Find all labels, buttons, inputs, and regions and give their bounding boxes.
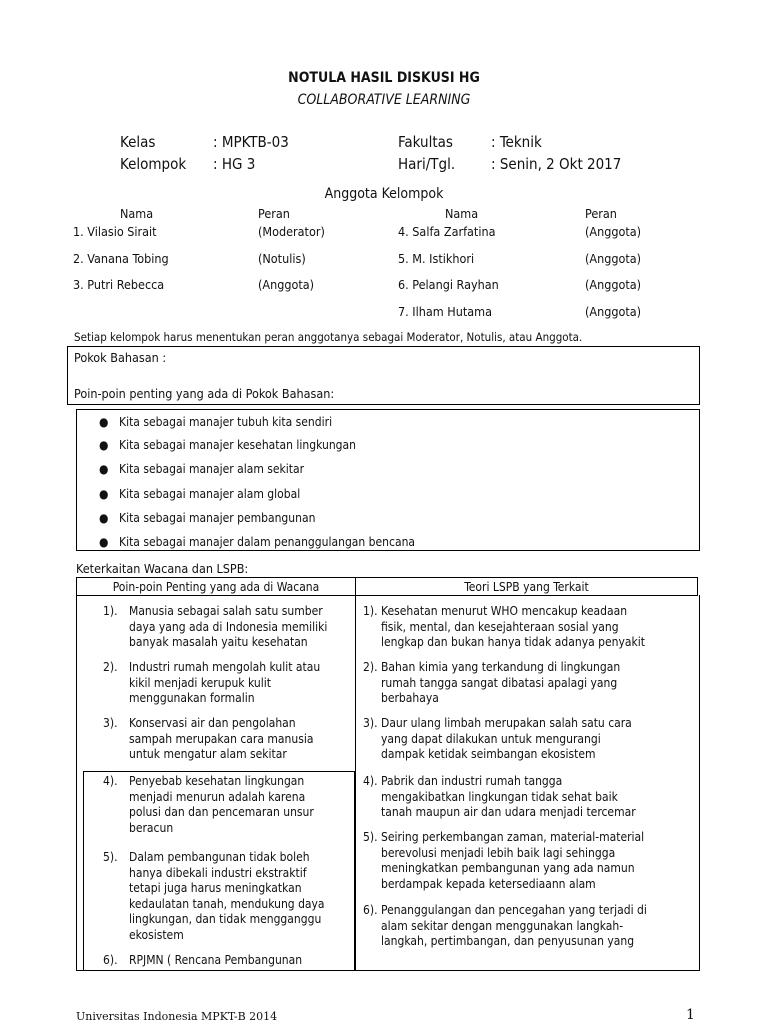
page-number: 1 <box>686 1007 695 1023</box>
member-role: (Anggota) <box>585 277 642 292</box>
member-name: 5. M. Istikhori <box>398 251 475 266</box>
item-line: Seiring perkembangan zaman, material-material <box>381 830 645 844</box>
col-peran-left: Peran <box>258 206 290 221</box>
item-line: tetapi juga harus meningkatkan <box>129 881 302 895</box>
item-number: 4). <box>363 774 378 788</box>
item-line: rumah tangga sangat dibatasi apalagi yang <box>381 675 618 690</box>
item-line: Daur ulang limbah merupakan salah satu cara <box>381 716 632 730</box>
item-line: ekosistem <box>129 927 184 942</box>
left-item <box>103 604 328 651</box>
kelas-value: : MPKTB-03 <box>213 133 289 151</box>
lspb-table <box>76 577 698 596</box>
bullet-icon: ● <box>99 535 109 549</box>
item-line: Pabrik dan industri rumah tangga <box>381 774 563 788</box>
bullet-icon: ● <box>99 415 109 429</box>
item-line: berevolusi menjadi lebih baik lagi sehingga <box>381 845 616 860</box>
right-item <box>363 774 636 821</box>
item-line: Penanggulangan dan pencegahan yang terjadi di <box>381 903 647 917</box>
column-divider <box>355 595 356 970</box>
keterkaitan-label: Keterkaitan Wacana dan LSPB: <box>76 561 249 576</box>
item-number: 1). <box>363 604 378 618</box>
right-item <box>363 903 647 950</box>
left-item <box>103 850 325 943</box>
right-item <box>363 830 645 892</box>
item-number: 6). <box>363 903 378 917</box>
left-item <box>103 953 303 969</box>
role-note: Setiap kelompok harus menentukan peran anggotanya sebagai Moderator, Notulis, atau Anggota. <box>74 330 583 344</box>
item-line: untuk mengatur alam sekitar <box>129 747 287 761</box>
bullet-item: ● Kita sebagai manajer kesehatan lingkungan <box>99 438 356 452</box>
item-line: berdampak kepada ketersediaann alam <box>381 876 596 891</box>
item-number: 2). <box>363 660 378 674</box>
item-line: kikil menjadi kerupuk kulit <box>129 675 271 690</box>
item-line: yang dapat dilakukan untuk mengurangi <box>381 731 601 746</box>
member-role: (Anggota) <box>258 277 315 292</box>
item-number: 2). <box>103 660 118 674</box>
bullet-icon: ● <box>99 438 109 452</box>
item-line: meningkatkan pembangunan yang ada namun <box>381 861 635 875</box>
fakultas-label: Fakultas <box>398 133 453 151</box>
table-header-right: Teori LSPB yang Terkait <box>356 578 698 596</box>
item-line: Manusia sebagai salah satu sumber <box>129 604 323 618</box>
member-role: (Anggota) <box>585 304 642 319</box>
item-number: 3). <box>103 716 118 730</box>
bullet-item: ● Kita sebagai manajer alam sekitar <box>99 462 305 476</box>
member-name: 6. Pelangi Rayhan <box>398 277 499 292</box>
col-nama-left: Nama <box>120 206 154 221</box>
item-line: daya yang ada di Indonesia memiliki <box>129 619 328 634</box>
item-line: hanya dibekali industri ekstraktif <box>129 865 307 880</box>
item-line: polusi dan dan pencemaran unsur <box>129 805 314 819</box>
member-name: 7. Ilham Hutama <box>398 304 493 319</box>
item-line: Kesehatan menurut WHO mencakup keadaan <box>381 604 628 618</box>
member-role: (Anggota) <box>585 251 642 266</box>
item-line: mengakibatkan lingkungan tidak sehat baik <box>381 789 618 804</box>
bullet-item: ● Kita sebagai manajer tubuh kita sendiri <box>99 415 333 429</box>
bullet-icon: ● <box>99 487 109 501</box>
item-line: Konservasi air dan pengolahan <box>129 716 296 730</box>
kelompok-label: Kelompok <box>120 155 187 173</box>
bullet-box <box>76 409 700 551</box>
item-line: lengkap dan bukan hanya tidak adanya penyakit <box>381 635 645 649</box>
member-role: (Anggota) <box>585 224 642 239</box>
item-line: fisik, mental, dan kesejahteraan sosial yang <box>381 619 619 634</box>
member-name: 1. Vilasio Sirait <box>73 224 157 239</box>
right-item <box>363 716 632 763</box>
item-line: RPJMN ( Rencana Pembangunan <box>129 953 303 967</box>
poin-label: Poin-poin penting yang ada di Pokok Bahasan: <box>74 386 335 401</box>
item-number: 6). <box>103 953 118 967</box>
item-number: 3). <box>363 716 378 730</box>
pokok-bahasan-label: Pokok Bahasan : <box>74 350 167 365</box>
left-item <box>103 660 321 707</box>
member-name: 4. Salfa Zarfatina <box>398 224 496 239</box>
item-line: lingkungan, dan tidak mengganggu <box>129 912 322 926</box>
item-number: 5). <box>363 830 378 844</box>
item-number: 1). <box>103 604 118 618</box>
left-item <box>103 716 314 763</box>
item-line: menjadi menurun adalah karena <box>129 789 306 804</box>
kelas-label: Kelas <box>120 133 156 151</box>
col-peran-right: Peran <box>585 206 617 221</box>
item-line: berbahaya <box>381 691 439 705</box>
member-role: (Moderator) <box>258 224 325 239</box>
item-line: beracun <box>129 820 174 835</box>
bullet-item: ● Kita sebagai manajer pembangunan <box>99 511 316 525</box>
left-item <box>103 774 314 836</box>
item-line: dampak ketidak seimbangan ekosistem <box>381 747 596 761</box>
kelompok-value: : HG 3 <box>213 155 256 173</box>
bullet-item: ● Kita sebagai manajer alam global <box>99 487 301 501</box>
document-subtitle: COLLABORATIVE LEARNING <box>297 92 471 108</box>
member-role: (Notulis) <box>258 251 306 266</box>
item-line: tanah maupun air dan udara menjadi tercemar <box>381 805 636 819</box>
table-header-left: Poin-poin Penting yang ada di Wacana <box>77 578 356 596</box>
item-line: langkah, pertimbangan, dan penyusunan yang <box>381 934 635 948</box>
bullet-item: ● Kita sebagai manajer dalam penanggulangan bencana <box>99 535 416 549</box>
bullet-icon: ● <box>99 511 109 525</box>
item-line: Penyebab kesehatan lingkungan <box>129 774 305 788</box>
member-name: 2. Vanana Tobing <box>73 251 169 266</box>
document-title: NOTULA HASIL DISKUSI HG <box>288 70 480 86</box>
item-line: banyak masalah yaitu kesehatan <box>129 635 308 649</box>
item-line: alam sekitar dengan menggunakan langkah- <box>381 918 624 933</box>
hari-value: : Senin, 2 Okt 2017 <box>491 155 622 173</box>
item-line: Bahan kimia yang terkandung di lingkungan <box>381 660 621 674</box>
anggota-heading: Anggota Kelompok <box>324 186 444 202</box>
hari-label: Hari/Tgl. <box>398 155 456 173</box>
item-line: sampah merupakan cara manusia <box>129 731 314 746</box>
bullet-icon: ● <box>99 462 109 476</box>
item-line: menggunakan formalin <box>129 691 255 705</box>
col-nama-right: Nama <box>445 206 479 221</box>
item-line: Industri rumah mengolah kulit atau <box>129 660 321 674</box>
right-item <box>363 660 621 707</box>
footer-left: Universitas Indonesia MPKT-B 2014 <box>76 1010 278 1023</box>
right-item <box>363 604 645 651</box>
member-name: 3. Putri Rebecca <box>73 277 165 292</box>
item-line: kedaulatan tanah, mendukung daya <box>129 896 325 911</box>
fakultas-value: : Teknik <box>491 133 542 151</box>
item-line: Dalam pembangunan tidak boleh <box>129 850 310 864</box>
item-number: 4). <box>103 774 118 788</box>
item-number: 5). <box>103 850 118 864</box>
